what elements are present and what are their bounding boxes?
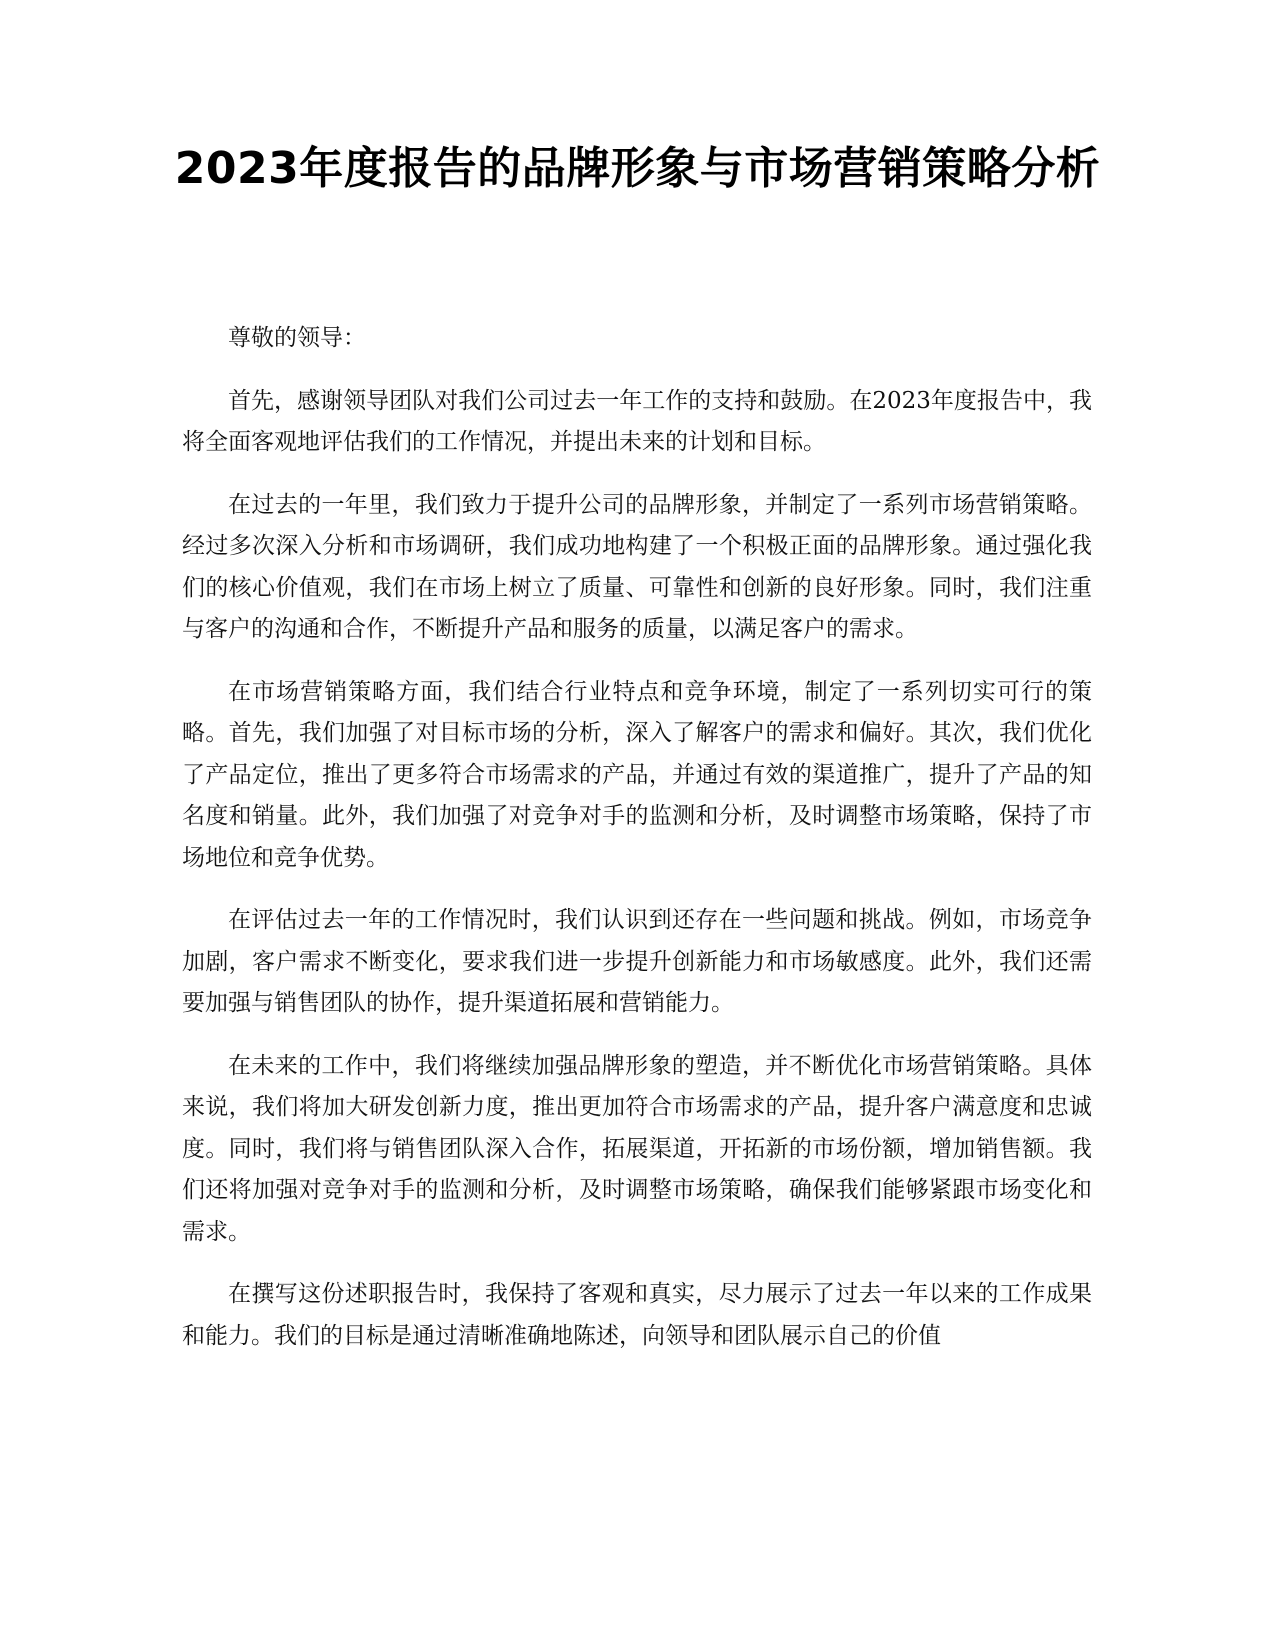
paragraph-6: 在撰写这份述职报告时，我保持了客观和真实，尽力展示了过去一年以来的工作成果和能力。我们的目标是通过清晰准确地陈述，向领导和团队展示自己的价值	[182, 1281, 1092, 1349]
paragraph-1: 首先，感谢领导团队对我们公司过去一年工作的支持和鼓励。在2023年度报告中，我将全面客观地评估我们的工作情况，并提出未来的计划和目标。	[182, 387, 1092, 455]
document-title: 2023年度报告的品牌形象与市场营销策略分析	[174, 143, 1101, 194]
paragraph-4: 在评估过去一年的工作情况时，我们认识到还存在一些问题和挑战。例如，市场竞争加剧，客户需求不断变化，要求我们进一步提升创新能力和市场敏感度。此外，我们还需要加强与销售团队的协作，提升渠道拓展和营销能力。	[182, 907, 1092, 1016]
paragraph-2: 在过去的一年里，我们致力于提升公司的品牌形象，并制定了一系列市场营销策略。经过多次深入分析和市场调研，我们成功地构建了一个积极正面的品牌形象。通过强化我们的核心价值观，我们在市场上树立了质量、可靠性和创新的良好形象。同时，我们注重与客户的沟通和合作，不断提升产品和服务的质量，以满足客户的需求。	[182, 491, 1092, 642]
document-body	[182, 318, 1092, 1378]
paragraph-5: 在未来的工作中，我们将继续加强品牌形象的塑造，并不断优化市场营销策略。具体来说，我们将加大研发创新力度，推出更加符合市场需求的产品，提升客户满意度和忠诚度。同时，我们将与销售团队深入合作，拓展渠道，开拓新的市场份额，增加销售额。我们还将加强对竞争对手的监测和分析，及时调整市场策略，确保我们能够紧跟市场变化和需求。	[182, 1052, 1092, 1245]
salutation: 尊敬的领导：	[228, 325, 366, 351]
paragraph-3: 在市场营销策略方面，我们结合行业特点和竞争环境，制定了一系列切实可行的策略。首先，我们加强了对目标市场的分析，深入了解客户的需求和偏好。其次，我们优化了产品定位，推出了更多符合市场需求的产品，并通过有效的渠道推广，提升了产品的知名度和销量。此外，我们加强了对竞争对手的监测和分析，及时调整市场策略，保持了市场地位和竞争优势。	[182, 678, 1092, 871]
